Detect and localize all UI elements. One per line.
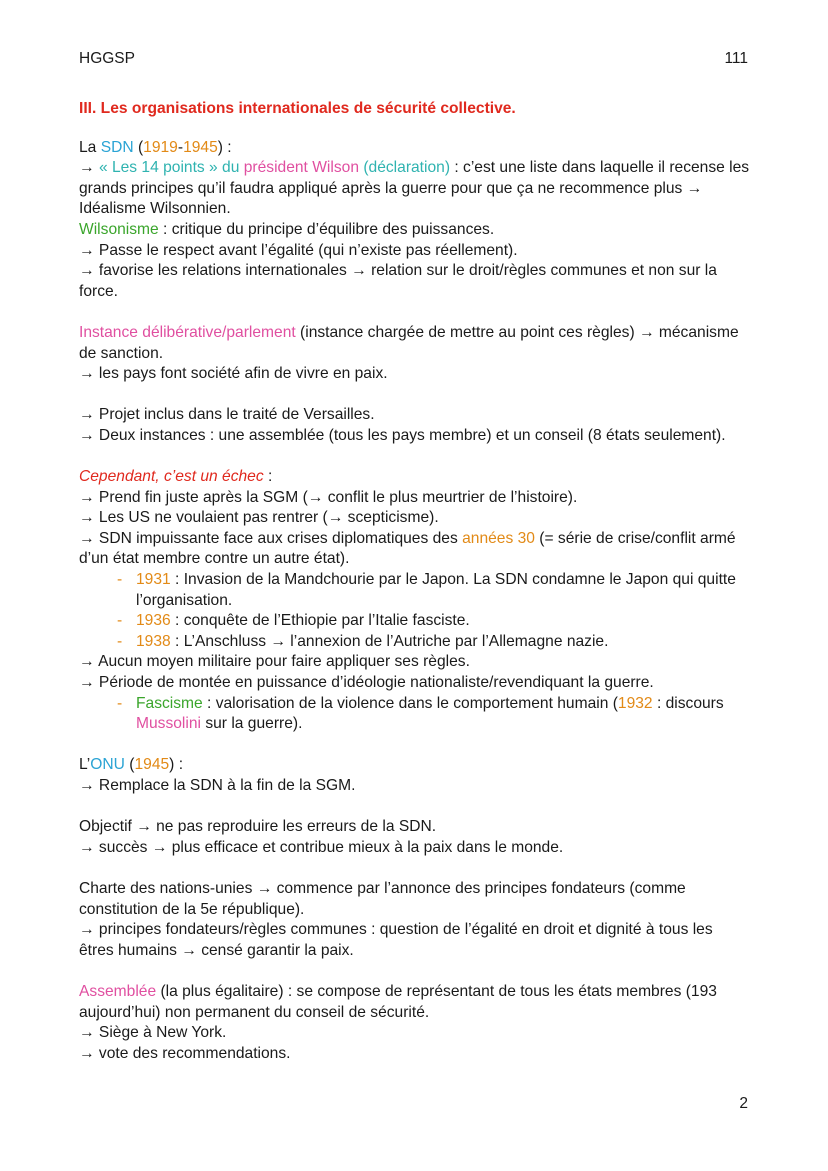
header-page-number: 111: [724, 50, 748, 67]
echec-line-1: → Prend fin juste après la SGM (→ conflit le plus meurtrier de l’histoire).: [79, 488, 578, 506]
wilsonisme-line: Wilsonisme : critique du principe d’équilibre des puissances.: [79, 220, 495, 238]
objectif-line: Objectif → ne pas reproduire les erreurs de la SDN.: [79, 818, 437, 836]
paix-line: → les pays font société afin de vivre en paix.: [79, 365, 388, 383]
instances-line: → Deux instances : une assemblée (tous les pays membre) et un conseil (8 états seulement).: [79, 426, 726, 444]
echec-line-3: → SDN impuissante face aux crises diplomatiques des années 30 (= série de crise/conflit armé d’un état membre contre un autre état).: [79, 529, 736, 568]
document-body: [79, 99, 751, 1064]
header-subject: HGGSP: [79, 50, 135, 67]
charte-line: Charte des nations-unies → commence par l’annonce des principes fondateurs (comme constitution de la 5e république).: [79, 879, 686, 918]
vote-line: → vote des recommendations.: [79, 1044, 291, 1062]
section-title: III. Les organisations internationales de sécurité collective.: [79, 100, 516, 117]
versailles-line: → Projet inclus dans le traité de Versailles.: [79, 406, 375, 424]
list-item: - Fascisme : valorisation de la violence dans le comportement humain (1932 : discours Mussolini sur la guerre).: [136, 694, 751, 735]
assemblee-line: Assemblée (la plus égalitaire) : se compose de représentant de tous les états membres (193 aujourd’hui) non permanent du conseil de sécurité.: [79, 982, 717, 1021]
footer-page-number: 2: [739, 1095, 748, 1112]
crises-list: [79, 570, 751, 652]
succes-line: → succès → plus efficace et contribue mieux à la paix dans le monde.: [79, 838, 564, 856]
instance-line: Instance délibérative/parlement (instance chargée de mettre au point ces règles) → mécanisme de sanction.: [79, 323, 739, 362]
sdn-heading: La SDN (1919-1945) :: [79, 138, 232, 156]
sdn-14-points: → « Les 14 points » du président Wilson (déclaration) : c’est une liste dans laquelle il recense les grands principes qu’il faudra appliqué après la guerre pour que ça ne recommence plus → Idéalisme Wilsonnien.: [79, 159, 750, 218]
list-item: - 1938 : L’Anschluss → l’annexion de l’Autriche par l’Allemagne nazie.: [136, 632, 751, 653]
principes-line: → principes fondateurs/règles communes : question de l’égalité en droit et dignité à tous les êtres humains → censé garantir la paix.: [79, 921, 713, 959]
echec-line-4: → Aucun moyen militaire pour faire appliquer ses règles.: [79, 653, 470, 671]
relations-line: → favorise les relations internationales → relation sur le droit/règles communes et non sur la force.: [79, 262, 717, 300]
list-item: - 1931 : Invasion de la Mandchourie par le Japon. La SDN condamne le Japon qui quitte l’organisation.: [136, 570, 751, 611]
respect-line: → Passe le respect avant l’égalité (qui n’existe pas réellement).: [79, 241, 518, 259]
fascisme-list: [79, 694, 751, 735]
sdn-term: SDN: [100, 138, 134, 156]
echec-line-5: → Période de montée en puissance d’idéologie nationaliste/revendiquant la guerre.: [79, 674, 654, 692]
list-item: - 1936 : conquête de l’Ethiopie par l’Italie fasciste.: [136, 611, 751, 632]
onu-line-2: → Remplace la SDN à la fin de la SGM.: [79, 777, 356, 794]
echec-heading: Cependant, c’est un échec :: [79, 468, 273, 486]
echec-line-2: → Les US ne voulaient pas rentrer (→ scepticisme).: [79, 509, 439, 527]
onu-heading: L’ONU (1945) :: [79, 756, 184, 774]
siege-line: → Siège à New York.: [79, 1024, 227, 1042]
